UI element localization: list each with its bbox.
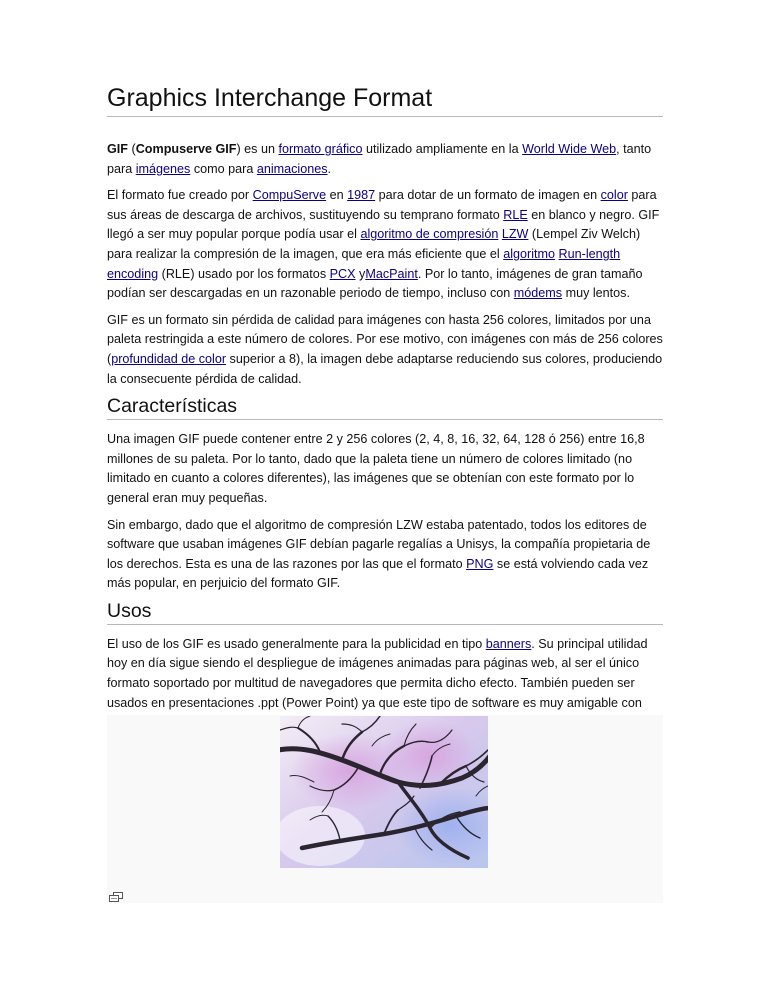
- link-banners[interactable]: banners: [485, 636, 532, 651]
- section-heading-caracteristicas: Características: [107, 394, 663, 420]
- text-span: muy lentos.: [562, 286, 630, 301]
- intro-paragraph-2: [107, 186, 663, 304]
- link-pcx[interactable]: PCX: [329, 266, 356, 281]
- text-span: GIF es un formato sin pérdida de calidad para imágenes con hasta 256 colores, limitados por una paleta restringida a este número de colores. Por ese motivo, con imágenes con más de 256 colores (: [107, 312, 663, 366]
- link-imagenes[interactable]: imágenes: [135, 161, 191, 176]
- link-compuserve[interactable]: CompuServe: [252, 188, 327, 203]
- text-span: y: [355, 266, 366, 281]
- bold-term: Compuserve GIF: [135, 142, 237, 156]
- text-span: El uso de los GIF es usado generalmente para la publicidad en tipo: [107, 636, 486, 651]
- text-span: utilizado ampliamente en la: [362, 142, 523, 156]
- link-algoritmo-de-compresion[interactable]: algoritmo de compresión: [360, 227, 499, 242]
- link-profundidad-de-color[interactable]: profundidad de color: [111, 351, 227, 366]
- caracteristicas-paragraph-1: Una imagen GIF puede contener entre 2 y 256 colores (2, 4, 8, 16, 32, 64, 128 ó 256) entre 16,8 millones de su paleta. Por lo tanto, dado que la paleta tiene un número de colores limitado (no limitado en cuanto a colores diferentes), las imágenes que se obtenían con este formato por lo general eran muy pequeñas.: [107, 432, 645, 505]
- link-macpaint[interactable]: MacPaint: [365, 266, 418, 281]
- text-span: (: [128, 142, 136, 156]
- link-1987[interactable]: 1987: [347, 188, 376, 203]
- magnify-icon[interactable]: [109, 892, 123, 902]
- link-world-wide-web[interactable]: World Wide Web: [522, 142, 617, 156]
- text-span: Sin embargo, dado que el algoritmo de compresión LZW estaba patentado, todos los editores de software que usaban imágenes GIF debían pagarle regalías a Unisys, la compañía propietaria de los derechos. Esta es una de las razones por las que el formato: [107, 517, 651, 571]
- link-lzw[interactable]: LZW: [501, 227, 529, 242]
- text-span: en: [326, 188, 348, 203]
- link-algoritmo[interactable]: algoritmo: [503, 246, 556, 261]
- link-color[interactable]: color: [600, 188, 628, 203]
- text-span: se está volviendo cada vez más popular, en perjuicio del formato GIF.: [107, 556, 649, 591]
- text-span: superior a 8), la imagen debe adaptarse reduciendo sus colores, produciendo la consecuente pérdida de calidad.: [107, 351, 663, 386]
- tree-branches-image[interactable]: [280, 716, 488, 868]
- link-modems[interactable]: módems: [513, 286, 563, 301]
- link-png[interactable]: PNG: [466, 556, 494, 571]
- text-span: El formato fue creado por: [107, 188, 253, 203]
- text-span: (RLE) usado por los formatos: [158, 266, 330, 281]
- text-span: para sus áreas de descarga de archivos, sustituyendo su temprano formato: [107, 188, 657, 222]
- text-span: . Su principal utilidad hoy en día sigue siendo el despliegue de imágenes animadas para páginas web, al ser el único formato soportado por multitud de navegadores que permita dicho efecto. También pueden ser usados en presentaciones .ppt (Power Point) ya que este tipo de software es muy amigable con: [107, 636, 648, 710]
- intro-paragraph-3: [107, 311, 663, 389]
- caracteristicas-paragraph-2: [107, 516, 663, 594]
- text-span: en blanco y negro. GIF llegó a ser muy popular porque podía usar el: [107, 207, 660, 242]
- text-span: , tanto para: [107, 142, 652, 176]
- intro-paragraph-1: [107, 140, 663, 179]
- text-span: . Por lo tanto, imágenes de gran tamaño podían ser descargadas en un razonable periodo de tiempo, incluso con: [107, 266, 643, 301]
- link-animaciones[interactable]: animaciones: [256, 161, 328, 176]
- link-run-length-encoding[interactable]: Run-length encoding: [107, 246, 621, 281]
- text-span: .: [327, 161, 332, 176]
- text-span: como para: [190, 161, 257, 176]
- link-formato-grafico[interactable]: formato gráfico: [278, 142, 363, 156]
- text-span: (Lempel Ziv Welch) para realizar la compresión de la imagen, que era más eficiente que el: [107, 227, 641, 261]
- text-span: para dotar de un formato de imagen en: [375, 188, 601, 203]
- section-heading-usos: Usos: [107, 599, 663, 625]
- page-title: Graphics Interchange Format: [107, 82, 663, 117]
- text-span: ) es un: [236, 142, 279, 156]
- article: [107, 82, 663, 733]
- figure-thumbnail: [107, 715, 663, 903]
- link-rle[interactable]: RLE: [503, 207, 528, 222]
- bold-term: GIF: [107, 142, 128, 156]
